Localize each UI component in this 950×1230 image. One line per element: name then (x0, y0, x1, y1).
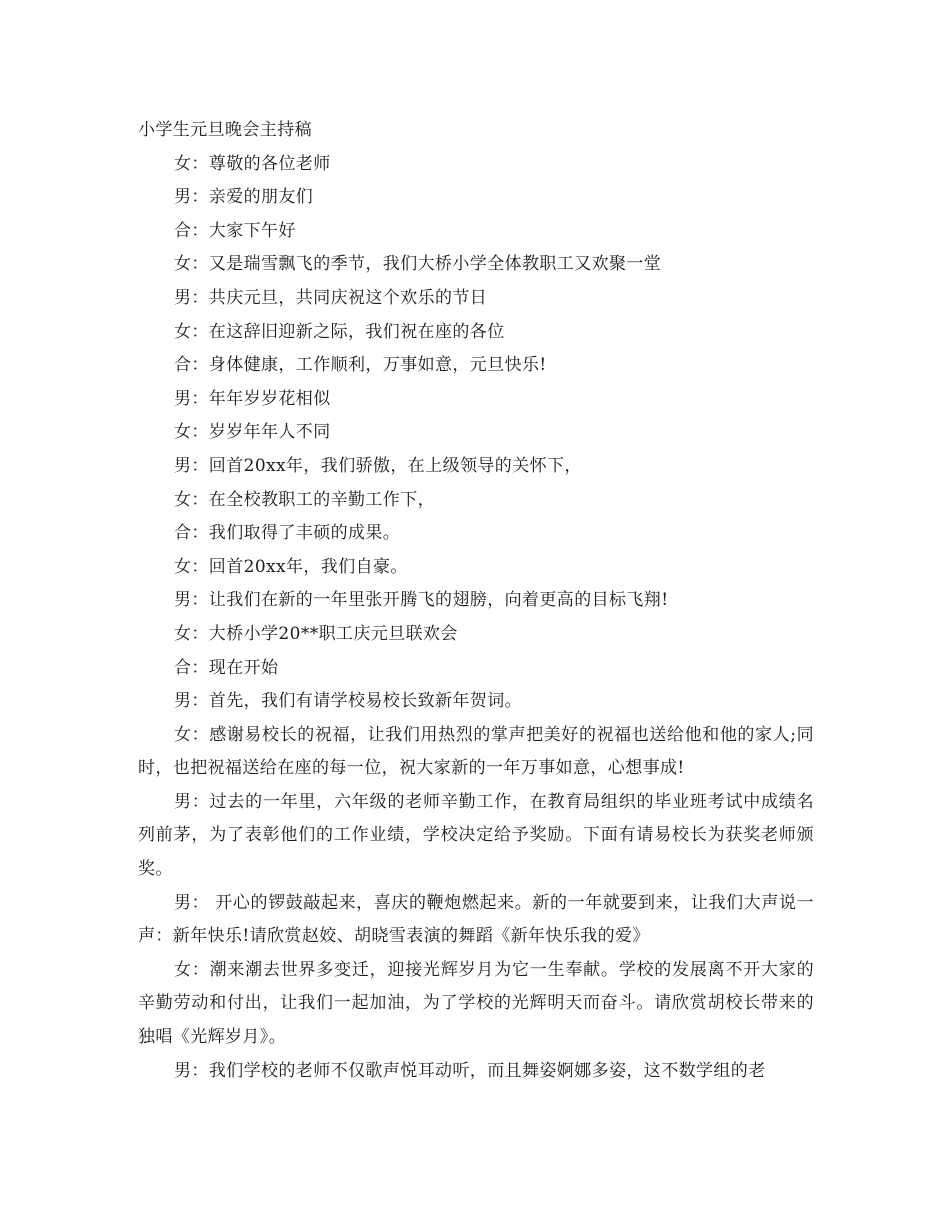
paragraph: 男：过去的一年里，六年级的老师辛勤工作，在教育局组织的毕业班考试中成绩名列前茅，为了表彰他们的工作业绩，学校决定给予奖励。下面有请易校长为获奖老师颁奖。 (138, 791, 814, 880)
paragraph: 女：尊敬的各位老师 (174, 153, 331, 174)
paragraph: 合：大家下午好 (174, 220, 296, 241)
paragraph: 合：现在开始 (174, 657, 279, 678)
paragraph: 女：潮来潮去世界多变迁，迎接光辉岁月为它一生奉献。学校的发展离不开大家的辛勤劳动和付出，让我们一起加油，为了学校的光辉明天而奋斗。请欣赏胡校长带来的独唱《光辉岁月》。 (138, 959, 814, 1048)
paragraph: 女：在全校教职工的辛勤工作下， (174, 489, 435, 510)
paragraph: 合：身体健康，工作顺利，万事如意，元旦快乐! (174, 355, 547, 376)
paragraph: 男：我们学校的老师不仅歌声悦耳动听，而且舞姿婀娜多姿，这不数学组的老 (174, 1060, 766, 1081)
paragraph: 男：年年岁岁花相似 (174, 388, 331, 409)
paragraph: 男： 开心的锣鼓敲起来，喜庆的鞭炮燃起来。新的一年就要到来，让我们大声说一声：新年快乐!请欣赏赵姣、胡晓雪表演的舞蹈《新年快乐我的爱》 (138, 892, 814, 947)
paragraph: 男：让我们在新的一年里张开腾飞的翅膀，向着更高的目标飞翔! (174, 590, 669, 611)
paragraph: 男：首先，我们有请学校易校长致新年贺词。 (174, 691, 522, 712)
paragraph: 女：在这辞旧迎新之际，我们祝在座的各位 (174, 321, 505, 342)
paragraph: 男：回首20xx年，我们骄傲，在上级领导的关怀下， (174, 455, 582, 476)
paragraph: 男：亲爱的朋友们 (174, 187, 314, 208)
paragraph: 女：大桥小学20**职工庆元旦联欢会 (174, 623, 458, 644)
paragraph: 女：岁岁年年人不同 (174, 422, 331, 443)
document-title: 小学生元旦晚会主持稿 (138, 120, 312, 140)
paragraph: 女：感谢易校长的祝福，让我们用热烈的掌声把美好的祝福也送给他和他的家人;同时，也把祝福送给在座的每一位，祝大家新的一年万事如意，心想事成! (138, 724, 814, 779)
paragraph: 女：又是瑞雪飘飞的季节，我们大桥小学全体教职工又欢聚一堂 (174, 254, 662, 275)
document-body (138, 114, 814, 1088)
paragraph: 女：回首20xx年，我们自豪。 (174, 556, 408, 577)
paragraph: 合：我们取得了丰硕的成果。 (174, 523, 401, 544)
paragraph: 男：共庆元旦，共同庆祝这个欢乐的节日 (174, 287, 488, 308)
